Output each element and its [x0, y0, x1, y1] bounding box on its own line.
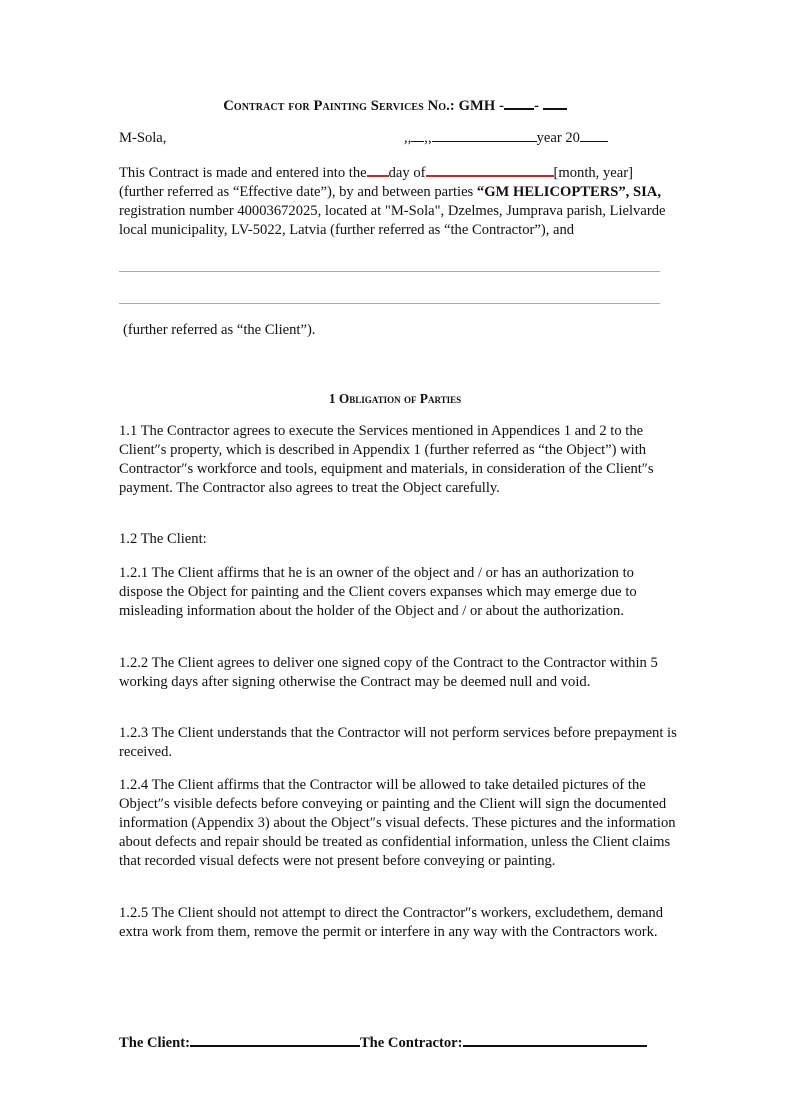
contractor-name: “GM HELICOPTERS”, SIA, — [476, 184, 661, 200]
client-signature-blank[interactable] — [190, 1033, 360, 1047]
client-signature-label: The Client: — [119, 1035, 190, 1051]
intro-text-3: [month, year] — [553, 165, 633, 181]
clause-1-2-1: 1.2.1 The Client affirms that he is an owner of the object and / or has an authorization to dispose the Object for painting and the Client covers expanses which may emerge due to misleading information about the holder of the Object and / or about the authorization. — [119, 565, 637, 619]
intro-paragraph — [119, 163, 679, 240]
intro-text-5: registration number 40003672025, located at "M-Sola", Dzelmes, Jumprava parish, Lielvarde local municipality, LV-5022, Latvia (further referred as “the Contractor”), and — [119, 203, 666, 238]
client-info-line-1[interactable] — [119, 271, 660, 272]
date-line — [404, 129, 608, 148]
clause-1-2-5: 1.2.5 The Client should not attempt to direct the Contractor″s workers, excludethem, demand extra work from them, remove the permit or interfere in any way with the Contractors work. — [119, 905, 664, 940]
year-label: year 20 — [536, 130, 580, 146]
contract-number-blank-2[interactable] — [543, 96, 567, 110]
clause-1-2-3: 1.2.3 The Client understands that the Contractor will not perform services before prepayment is received. — [119, 725, 677, 760]
date-day-blank[interactable] — [411, 129, 424, 142]
contract-number-blank-1[interactable] — [504, 96, 534, 110]
client-info-line-2[interactable] — [119, 303, 660, 304]
client-reference: (further referred as “the Client”). — [123, 322, 316, 338]
place-label: M-Sola, — [119, 130, 167, 146]
contractor-signature-label: The Contractor: — [359, 1035, 463, 1051]
title-code: GMH - — [458, 98, 505, 114]
date-month-blank[interactable] — [432, 129, 537, 142]
date-year-blank[interactable] — [580, 129, 608, 142]
section-heading-obligations: 1 Obligation of Parties — [328, 391, 462, 406]
intro-text-4: (further referred as “Effective date”), by and between parties — [119, 184, 477, 200]
title-separator: - — [534, 98, 540, 114]
intro-text-1: This Contract is made and entered into the — [119, 165, 367, 181]
clause-1-2-2: 1.2.2 The Client agrees to deliver one signed copy of the Contract to the Contractor within 5 working days after signing otherwise the Contract may be deemed null and void. — [119, 655, 658, 690]
document-title — [0, 96, 790, 116]
clause-1-2: 1.2 The Client: — [119, 531, 207, 547]
effective-day-blank[interactable] — [367, 163, 389, 177]
signature-line — [119, 1033, 647, 1053]
clause-1-1: 1.1 The Contractor agrees to execute the Services mentioned in Appendices 1 and 2 to the Client″s property, which is described in Appendix 1 (further referred as “the Object”) with Contractor″s workforce and tools, equipment and materials, in consideration of the Client″s payment. The Contractor also agrees to treat the Object carefully. — [119, 423, 654, 496]
intro-text-2: day of — [388, 165, 426, 181]
date-quote-open: ,, — [404, 130, 412, 146]
clause-1-2-4: 1.2.4 The Client affirms that the Contractor will be allowed to take detailed pictures of the Object″s visible defects before conveying or painting and the Client will sign the documented information (Appendix 3) about the Object″s visual defects. These pictures and the information about defects and repair should be treated as confidential information, unless the Client claims that recorded visual defects were not present before conveying or painting. — [119, 777, 676, 869]
date-quote-close: ,, — [424, 130, 432, 146]
contractor-signature-blank[interactable] — [463, 1033, 647, 1047]
title-prefix: Contract for Painting Services No.: — [223, 98, 455, 114]
effective-month-year-blank[interactable] — [426, 163, 554, 177]
